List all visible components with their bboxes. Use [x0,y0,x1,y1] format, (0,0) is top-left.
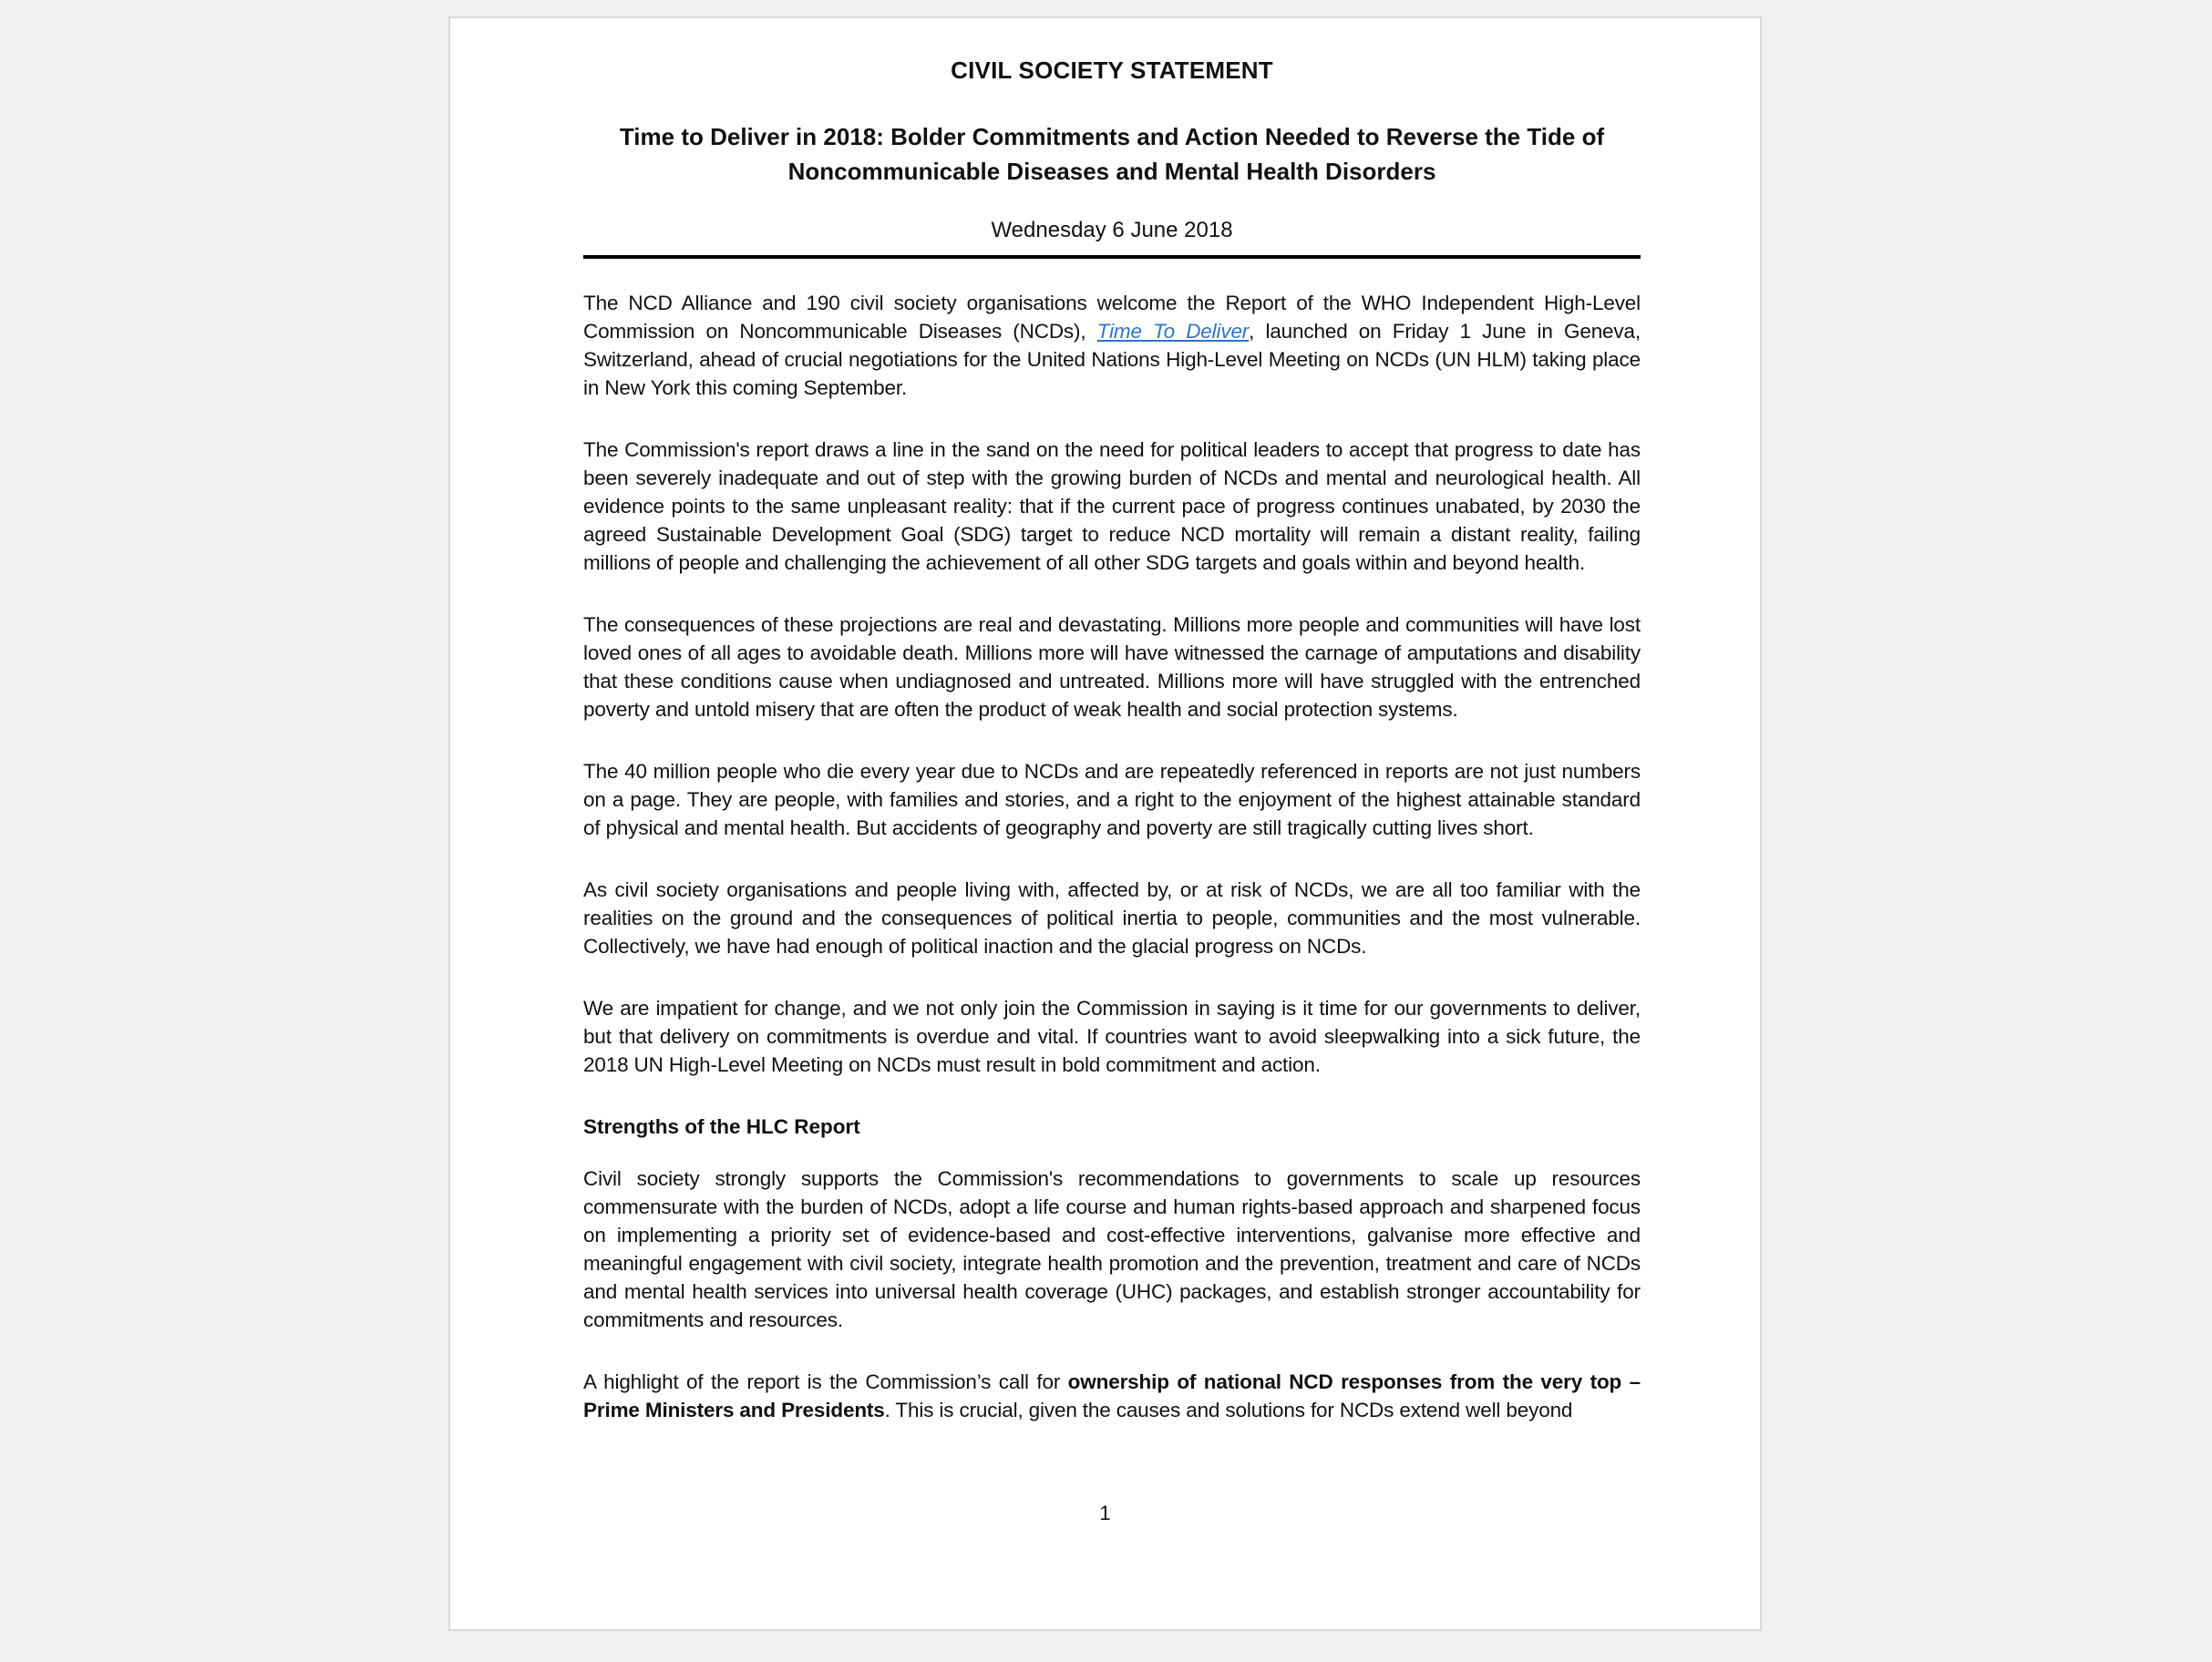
date-divider [583,216,1641,259]
statement-date: Wednesday 6 June 2018 [991,218,1233,242]
paragraph [583,436,1641,577]
document-title-line-1: Time to Deliver in 2018: Bolder Commitments and Action Needed to Reverse the Tide of [619,123,1605,150]
text-run: , launched on Friday 1 June in Geneva, Switzerland, ahead of crucial negotiations for the United Nations High-Level Meeting on NCDs (UN HLM) taking place in New York this coming September. [583,320,1641,399]
document-title-line-2: Noncommunicable Diseases and Mental Health Disorders [787,158,1436,185]
document-content [583,56,1641,1458]
text-run: As civil society organisations and people living with, affected by, or at risk of NCDs, we are all too familiar with the realities on the ground and the consequences of political inertia to people, communities and the most vulnerable. Collectively, we have had enough of political inaction and the glacial progress on NCDs. [583,878,1641,958]
section-heading [583,1113,1641,1141]
document-body [583,289,1641,1424]
text-run: The Commission's report draws a line in the sand on the need for political leaders to accept that progress to date has been severely inadequate and out of step with the growing burden of NCDs and mental and neurological health. All evidence points to the same unpleasant reality: that if the current pace of progress continues unabated, by 2030 the agreed Sustainable Development Goal (SDG) target to reduce NCD mortality will remain a distant reality, failing millions of people and challenging the achievement of all other SDG targets and goals within and beyond health. [583,438,1641,574]
document-page [448,16,1762,1631]
paragraph [583,1368,1641,1424]
time-to-deliver-link[interactable]: Time To Deliver [1096,320,1250,343]
paragraph [583,610,1641,723]
page-number: 1 [1099,1502,1111,1524]
text-run: A highlight of the report is the Commission’s call for [583,1370,1068,1393]
bold-text-run: ownership of national NCD responses from the very top – Prime Ministers and Presidents [583,1370,1641,1421]
text-run: The NCD Alliance and 190 civil society organisations welcome the Report of the WHO Independent High-Level Commission on Noncommunicable Diseases (NCDs), [583,292,1641,343]
paragraph [583,757,1641,842]
text-run: Strengths of the HLC Report [583,1115,860,1138]
document-title [583,119,1641,189]
paragraph [583,289,1641,402]
statement-kicker: CIVIL SOCIETY STATEMENT [951,56,1273,84]
paragraph [583,1164,1641,1334]
paragraph [583,876,1641,960]
text-run: The consequences of these projections are real and devastating. Millions more people and communities will have lost loved ones of all ages to avoidable death. Millions more will have witnessed the carnage of amputations and disability that these conditions cause when undiagnosed and untreated. Millions more will have struggled with the entrenched poverty and untold misery that are often the product of weak health and social protection systems. [583,613,1641,721]
paragraph [583,994,1641,1079]
text-run: The 40 million people who die every year due to NCDs and are repeatedly referenced in reports are not just numbers on a page. They are people, with families and stories, and a right to the enjoyment of the highest attainable standard of physical and mental health. But accidents of geography and poverty are still tragically cutting lives short. [583,760,1641,839]
text-run: We are impatient for change, and we not only join the Commission in saying is it time for our governments to deliver, but that delivery on commitments is overdue and vital. If countries want to avoid sleepwalking into a sick future, the 2018 UN High-Level Meeting on NCDs must result in bold commitment and action. [583,997,1641,1076]
text-run: . This is crucial, given the causes and solutions for NCDs extend well beyond [884,1399,1573,1421]
text-run: Civil society strongly supports the Commission's recommendations to governments to scale up resources commensurate with the burden of NCDs, adopt a life course and human rights-based approach and sharpened focus on implementing a priority set of evidence-based and cost-effective interventions, galvanise more effective and meaningful engagement with civil society, integrate health promotion and the prevention, treatment and care of NCDs and mental health services into universal health coverage (UHC) packages, and establish stronger accountability for commitments and resources. [583,1167,1641,1331]
